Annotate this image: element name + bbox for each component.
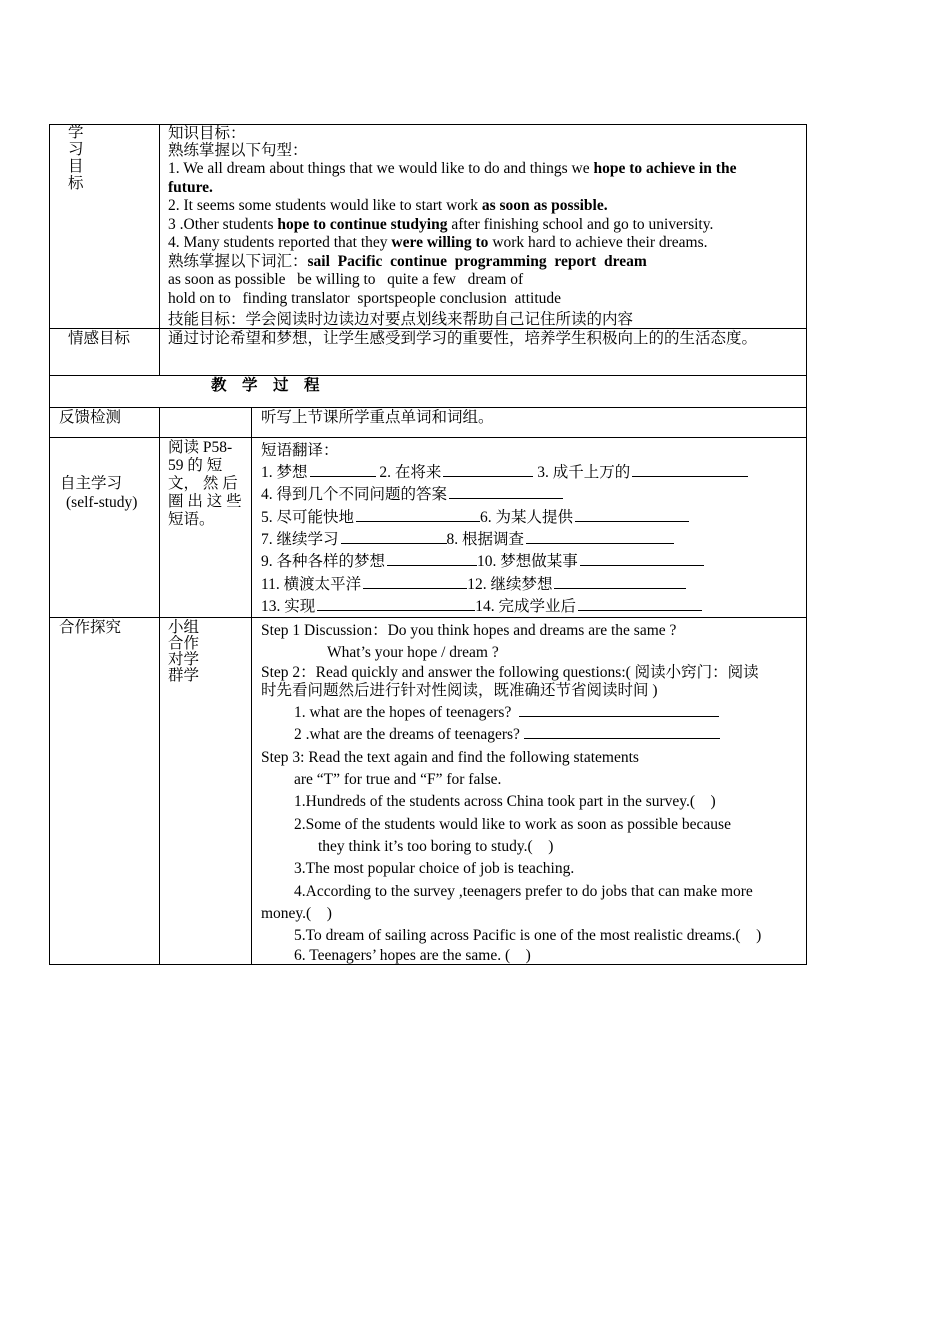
phrase-12: 12. 继续梦想: [467, 576, 553, 593]
statement-2-line-1: 2.Some of the students would like to work as soon as possible because: [294, 816, 731, 833]
self-study-method-4: 圈 出 这 些: [168, 493, 242, 510]
self-study-method-1: 阅读 P58-: [168, 439, 233, 456]
sentence-1-text: 1. We all dream about things that we would like to do and things we: [168, 160, 594, 177]
step-1: Step 1 Discussion：Do you think hopes and dreams are the same ?: [261, 622, 677, 639]
vocab-bold: sail Pacific continue programming report dream: [307, 253, 647, 270]
phrase-8: 8. 根据调查: [446, 531, 525, 548]
self-study-method-5: 短语。: [168, 511, 215, 528]
sentence-3-text: 3 .Other students: [168, 216, 278, 233]
question-1-text: 1. what are the hopes of teenagers?: [294, 704, 512, 721]
phrase-14: 14. 完成学业后: [475, 598, 577, 615]
objectives-label-char-1: 学: [68, 124, 84, 141]
sentence-1: [168, 160, 736, 178]
coop-method-3: 对学: [168, 651, 200, 668]
blank-9[interactable]: [387, 563, 477, 566]
translation-row-2: [261, 486, 563, 504]
translation-row-4: [261, 531, 674, 549]
emotion-text: 通过讨论希望和梦想，让学生感受到学习的重要性，培养学生积极向上的的生活态度。: [168, 330, 758, 347]
sentence-3: [168, 216, 713, 234]
vocab-title: 熟练掌握以下词汇：: [168, 253, 308, 270]
phrase-4: 4. 得到几个不同问题的答案: [261, 486, 448, 503]
question-2-text: 2 .what are the dreams of teenagers?: [294, 726, 520, 743]
phrase-3: 3. 成千上万的: [537, 464, 631, 481]
objectives-label-char-4: 标: [68, 175, 84, 192]
self-study-method-3: 文， 然 后: [168, 475, 238, 492]
blank-6[interactable]: [575, 519, 689, 522]
self-study-label: 自主学习: [60, 475, 123, 492]
blank-11[interactable]: [363, 586, 467, 589]
step-3-line-1: Step 3: Read the text again and find the following statements: [261, 749, 639, 766]
phrase-2: 2. 在将来: [379, 464, 442, 481]
question-1: [294, 704, 719, 722]
translation-row-6: [261, 576, 686, 594]
phrase-11: 11. 横渡太平洋: [261, 576, 362, 593]
step-2-line-2: 时先看问题然后进行针对性阅读，既准确还节省阅读时间 ): [261, 682, 658, 699]
sentences-title: 熟练掌握以下句型：: [168, 142, 308, 159]
statement-4-line-1: 4.According to the survey ,teenagers prefer to do jobs that can make more: [294, 883, 753, 900]
skill-objective: 技能目标：学会阅读时边读边对要点划线来帮助自己记住所读的内容: [168, 311, 634, 328]
vocab-line-3: hold on to finding translator sportspeople conclusion attitude: [168, 290, 562, 307]
sentence-4-tail: work hard to achieve their dreams.: [488, 234, 708, 251]
step-2-line-1: Step 2：Read quickly and answer the following questions:( 阅读小窍门：阅读: [261, 664, 759, 681]
statement-2-line-2: they think it’s too boring to study.( ): [318, 838, 554, 855]
step-1-question: What’s your hope / dream ?: [327, 644, 499, 661]
vocab-line-2: as soon as possible be willing to quite a few dream of: [168, 271, 524, 288]
phrase-10: 10. 梦想做某事: [477, 553, 578, 570]
knowledge-title: 知识目标：: [168, 125, 246, 142]
blank-3[interactable]: [632, 474, 748, 477]
statement-1: 1.Hundreds of the students across China took part in the survey.( ): [294, 793, 716, 810]
translation-row-7: [261, 598, 702, 616]
sentence-2: [168, 197, 608, 215]
statement-6: 6. Teenagers’ hopes are the same. ( ): [294, 947, 531, 964]
coop-label: 合作探究: [59, 619, 122, 636]
step-3-line-2: are “T” for true and “F” for false.: [294, 771, 502, 788]
translation-row-5: [261, 553, 704, 571]
feedback-label: 反馈检测: [59, 409, 122, 426]
blank-4[interactable]: [449, 496, 563, 499]
sentence-4: [168, 234, 708, 252]
question-2: [294, 726, 720, 744]
sentence-1-cont: future.: [168, 179, 213, 196]
question-1-answer-line[interactable]: [519, 714, 719, 717]
blank-12[interactable]: [554, 586, 686, 589]
sentence-4-bold: were willing to: [391, 234, 489, 251]
blank-14[interactable]: [578, 608, 702, 611]
process-col-1: [159, 407, 160, 965]
phrase-5: 5. 尽可能快地: [261, 509, 355, 526]
phrase-1: 1. 梦想: [261, 464, 308, 481]
vocab-line-1: [168, 253, 647, 271]
phrase-13: 13. 实现: [261, 598, 316, 615]
process-row-1: [49, 437, 807, 438]
sentence-3-bold: hope to continue studying: [277, 216, 448, 233]
translation-row-3: [261, 509, 689, 527]
translation-title: 短语翻译：: [261, 442, 339, 459]
coop-method-4: 群学: [168, 667, 200, 684]
objectives-label-char-2: 习: [68, 141, 84, 158]
coop-method-1: 小组: [168, 619, 200, 636]
objectives-label-char-3: 目: [68, 158, 84, 175]
blank-5[interactable]: [356, 519, 480, 522]
statement-5: 5.To dream of sailing across Pacific is one of the most realistic dreams.( ): [294, 927, 762, 944]
sentence-1-bold: hope to achieve in the: [593, 160, 737, 177]
blank-10[interactable]: [580, 563, 704, 566]
blank-13[interactable]: [317, 608, 475, 611]
blank-2[interactable]: [443, 474, 533, 477]
coop-method-2: 合作: [168, 635, 200, 652]
emotion-label: 情感目标: [68, 330, 131, 347]
blank-7[interactable]: [341, 541, 447, 544]
blank-1[interactable]: [310, 474, 376, 477]
blank-8[interactable]: [526, 541, 674, 544]
statement-4-line-2: money.( ): [261, 905, 332, 922]
sentence-2-bold: as soon as possible.: [481, 197, 608, 214]
translation-row-1: [261, 464, 748, 482]
phrase-6: 6. 为某人提供: [480, 509, 574, 526]
process-col-2: [251, 407, 252, 965]
process-title: 教 学 过 程: [211, 377, 320, 394]
question-2-answer-line[interactable]: [524, 736, 720, 739]
feedback-text: 听写上节课所学重点单词和词组。: [261, 409, 494, 426]
statement-3: 3.The most popular choice of job is teaching.: [294, 860, 575, 877]
process-row-2: [49, 617, 807, 618]
phrase-9: 9. 各种各样的梦想: [261, 553, 386, 570]
self-study-method-2: 59 的 短: [168, 457, 223, 474]
sentence-2-text: 2. It seems some students would like to start work: [168, 197, 482, 214]
process-title-row: [49, 375, 807, 408]
phrase-7: 7. 继续学习: [261, 531, 339, 548]
self-study-label-en: (self-study): [66, 494, 138, 511]
sentence-4-text: 4. Many students reported that they: [168, 234, 392, 251]
objectives-divider: [159, 124, 160, 376]
sentence-3-tail: after finishing school and go to university.: [447, 216, 714, 233]
